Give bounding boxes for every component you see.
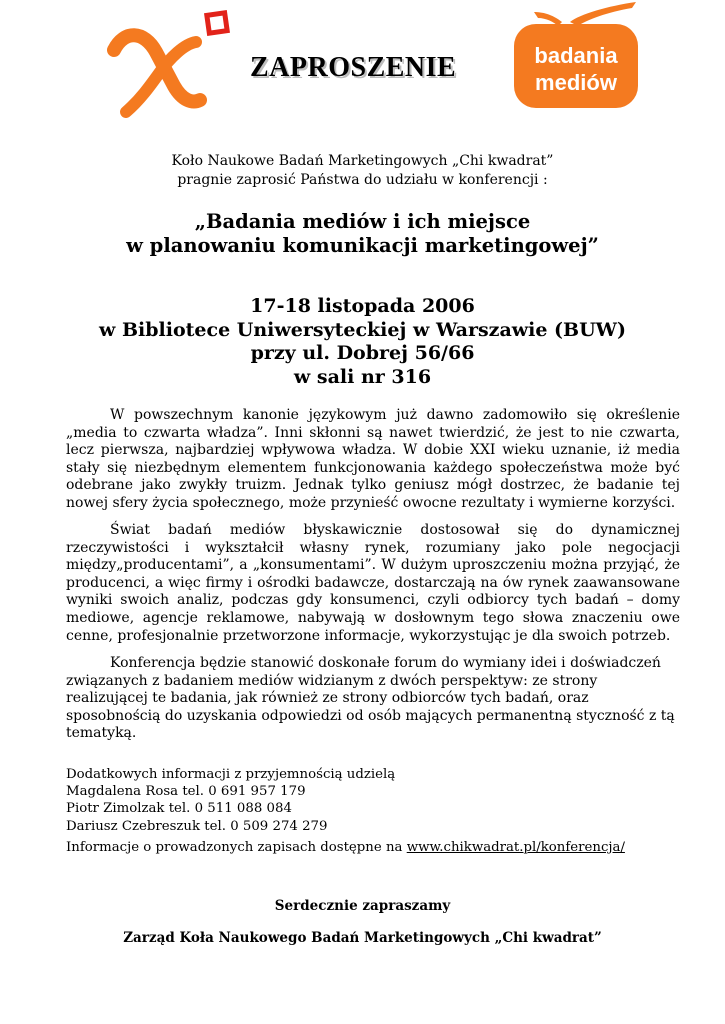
chi-kwadrat-logo <box>104 8 234 118</box>
conference-title <box>0 210 725 258</box>
intro-text <box>0 152 725 190</box>
conference-title-line-1: „Badania mediów i ich miejsce <box>194 210 531 233</box>
registration-text: Informacje o prowadzonych zapisach dostępne na <box>66 840 403 855</box>
square-superscript-icon <box>207 13 227 33</box>
intro-line-2: pragnie zaprosić Państwa do udziału w konferencji : <box>177 172 548 188</box>
chi-symbol-icon <box>114 35 200 112</box>
tv-antenna-icon <box>570 2 636 26</box>
registration-link[interactable]: www.chikwadrat.pl/konferencja/ <box>406 840 625 855</box>
contact-person: Magdalena Rosa tel. 0 691 957 179 <box>66 784 306 800</box>
body-paragraph-1: W powszechnym kanonie językowym już dawno zadomowiło się określenie „media to czwarta władza”. Inni skłonni są nawet twierdzić, że jest to nie czwarta, lecz pierwsza, najbardziej wpływowa władza. W dobie XXI wieku uznanie, iż media stały się niezbędnym elementem funkcjonowania każdego społeczeństwa może być odebrane jako zwykły truizm. Jednak tylko geniusz mógł dostrzec, że badanie tej nowej sfery życia społecznego, może przynieść owocne rezultaty i wymierne korzyści. <box>66 407 680 511</box>
body-paragraph-3: Konferencja będzie stanowić doskonałe forum do wymiany idei i doświadczeń związanych z badaniem mediów widzianym z dwóch perspektyw: ze strony realizującej te badania, jak również ze strony odbiorców tych badań, oraz sposobnością do uzyskania odpowiedzi od osób mających permanentną styczność z tą tematyką. <box>66 655 675 742</box>
registration-info <box>66 840 625 855</box>
contacts-block <box>66 766 395 835</box>
event-date: 17-18 listopada 2006 <box>250 295 475 317</box>
body-paragraph-2: Świat badań mediów błyskawicznie dostosował się do dynamicznej rzeczywistości i wykształcił własny rynek, rozumiany jako pole negocjacji między„producentami”, a „konsumentami”. W dużym uproszczeniu można przyjąć, że producenci, a więc firmy i ośrodki badawcze, dostarczają na ów rynek zaawansowane wyniki swoich analiz, podczas gdy konsumenci, czyli odbiorcy tych badań – domy mediowe, agencje reklamowe, nabywają w dosłownym tego słowa znaczeniu owe cenne, profesjonalnie przetworzone informacje, wykorzystując je dla swoich potrzeb. <box>66 522 680 644</box>
contacts-heading: Dodatkowych informacji z przyjemnością udzielą <box>66 767 396 782</box>
contact-person: Dariusz Czebreszuk tel. 0 509 274 279 <box>66 818 328 834</box>
contact-person: Piotr Zimolzak tel. 0 511 088 084 <box>66 801 292 817</box>
event-venue: w Bibliotece Uniwersyteckiej w Warszawie (BUW) <box>99 318 626 341</box>
logo-text-line1: badania <box>534 43 618 68</box>
conference-title-line-2: w planowaniu komunikacji marketingowej” <box>126 234 599 257</box>
page-title: ZAPROSZENIE <box>250 52 457 83</box>
closing-greeting: Serdecznie zapraszamy <box>274 898 451 914</box>
event-address: przy ul. Dobrej 56/66 <box>250 342 475 364</box>
badania-mediow-logo <box>508 0 646 112</box>
signature: Zarząd Koła Naukowego Badań Marketingowych „Chi kwadrat” <box>123 930 602 946</box>
event-details <box>0 295 725 389</box>
logo-text-line2: mediów <box>535 70 617 95</box>
event-room: w sali nr 316 <box>293 365 432 388</box>
intro-line-1: Koło Naukowe Badań Marketingowych „Chi kwadrat” <box>171 153 554 169</box>
